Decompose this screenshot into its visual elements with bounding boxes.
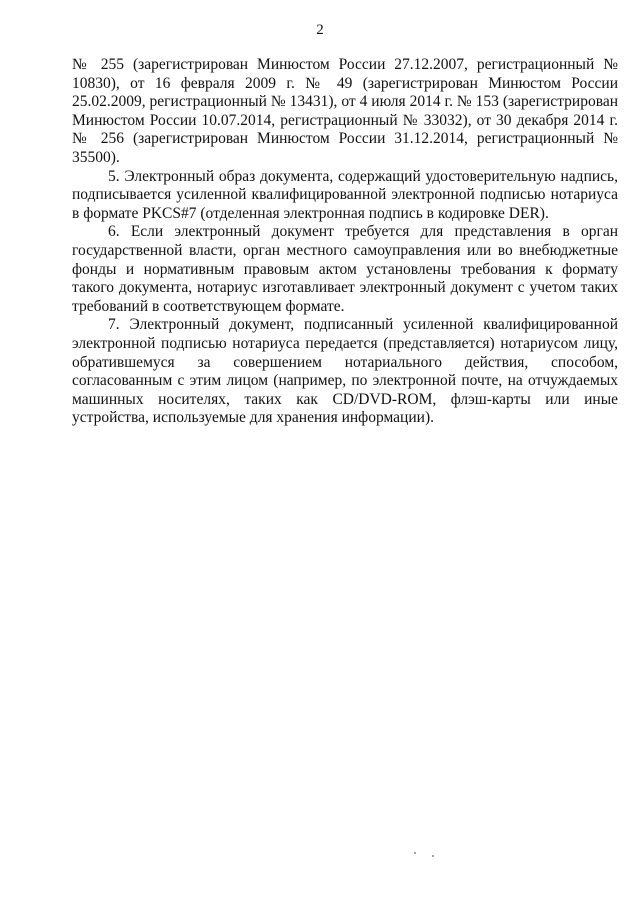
page-number: 2 xyxy=(316,22,324,38)
scan-speck xyxy=(432,855,434,857)
paragraph-item-5: 5. Электронный образ документа, содержащий удостоверительную надпись, подписывается усиленной квалифицированной электронной подписью нотариуса в формате PKCS#7 (отделенная электронная подпись в кодировке DER). xyxy=(72,167,618,222)
document-body xyxy=(72,56,618,428)
paragraph-item-7: 7. Электронный документ, подписанный усиленной квалифицированной электронной подписью нотариуса передается (представляется) нотариусом лицу, обратившемуся за совершением нотариального действия, способом, согласованным с этим лицом (например, по электронной почте, на отчуждаемых машинных носителях, таких как CD/DVD-ROM, флэш-карты или иные устройства, используемые для хранения информации). xyxy=(72,316,618,427)
paragraph-item-6: 6. Если электронный документ требуется для представления в орган государственной власти, орган местного самоуправления или во внебюджетные фонды и нормативным правовым актом установлены требования к формату такого документа, нотариус изготавливает электронный документ с учетом таких требований в соответствующем формате. xyxy=(72,223,618,315)
paragraph-continuation: № 255 (зарегистрирован Минюстом России 27.12.2007, регистрационный № 10830), от 16 февраля 2009 г. № 49 (зарегистрирован Минюстом России 25.02.2009, регистрационный № 13431), от 4 июля 2014 г. № 153 (зарегистрирован Минюстом России 10.07.2014, регистрационный № 33032), от 30 декабря 2014 г. № 256 (зарегистрирован Минюстом России 31.12.2014, регистрационный № 35500). xyxy=(72,56,618,166)
scan-speck xyxy=(414,852,416,854)
